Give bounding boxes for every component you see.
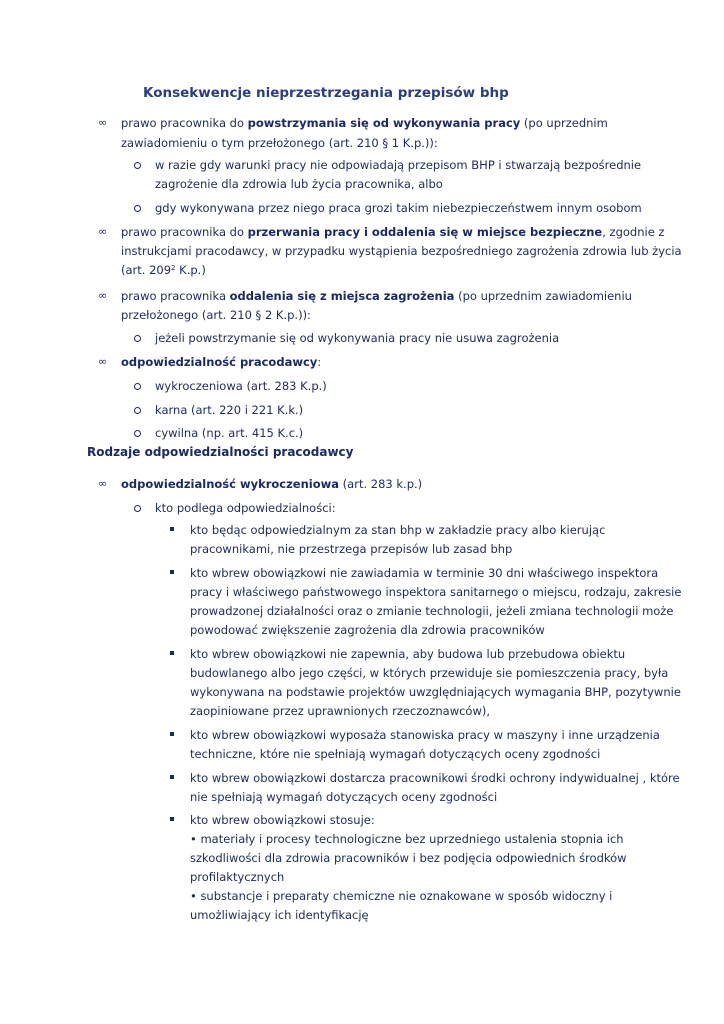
sub-item-text: zagrożenie dla zdrowia lub życia pracownika, albo <box>155 177 443 191</box>
circle-bullet-icon <box>134 430 141 437</box>
bullet-text: pracy i właściwego państwowego inspektora sanitarnego o miejscu, rodzaju, zakresie <box>190 585 682 599</box>
bullet-text: kto wbrew obowiązkowi wyposaża stanowiska pracy w maszyny i inne urządzenia <box>190 728 660 742</box>
square-bullet-icon <box>170 732 174 736</box>
sub-item-text: karna (art. 220 i 221 K.k.) <box>155 403 304 417</box>
circle-bullet-icon <box>134 205 141 212</box>
square-bullet-icon <box>170 651 174 655</box>
bullet-text: szkodliwości dla zdrowia pracowników i bez podjęcia odpowiednich środków <box>190 851 627 865</box>
list-item-text: prawo pracownika do powstrzymania się od wykonywania pracy (po uprzednim <box>121 116 608 130</box>
sub-item-text: cywilna (np. art. 415 K.c.) <box>155 426 304 440</box>
circle-bullet-icon <box>134 407 141 414</box>
bullet-text: umożliwiający ich identyfikację <box>190 908 369 922</box>
bullet-text: profilaktycznych <box>190 870 285 884</box>
list-item-text: odpowiedzialność wykroczeniowa (art. 283 k.p.) <box>121 477 423 491</box>
list-item-text: instrukcjami pracodawcy, w przypadku wystąpienia bezpośredniego zagrożenia zdrowia lub życia <box>121 244 682 258</box>
square-bullet-icon <box>170 527 174 531</box>
infinity-bullet-icon: ∞ <box>98 289 108 302</box>
bullet-text: • materiały i procesy technologiczne bez uprzedniego ustalenia stopnia ich <box>190 832 624 846</box>
list-item-text: prawo pracownika oddalenia się z miejsca zagrożenia (po uprzednim zawiadomieniu <box>121 289 632 303</box>
bullet-text: zaopiniowane przez uprawnionych rzeczoznawców), <box>190 704 491 718</box>
list-item-text: prawo pracownika do przerwania pracy i oddalenia się w miejsce bezpieczne, zgodnie z <box>121 225 665 239</box>
bullet-text: kto wbrew obowiązkowi nie zapewnia, aby budowa lub przebudowa obiektu <box>190 647 626 661</box>
infinity-bullet-icon: ∞ <box>98 116 108 129</box>
sub-item-text: jeżeli powstrzymanie się od wykonywania pracy nie usuwa zagrożenia <box>155 331 560 345</box>
bullet-text: kto wbrew obowiązkowi dostarcza pracownikowi środki ochrony indywidualnej , które <box>190 771 680 785</box>
sub-item-text: kto podlega odpowiedzialności: <box>155 501 336 515</box>
bullet-text: pracownikami, nie przestrzega przepisów lub zasad bhp <box>190 542 513 556</box>
bullet-text: techniczne, które nie spełniają wymagań dotyczących oceny zgodności <box>190 747 601 761</box>
section-heading: Rodzaje odpowiedzialności pracodawcy <box>87 445 354 459</box>
circle-bullet-icon <box>134 505 141 512</box>
bullet-text: powodować zwiększenie zagrożenia dla zdrowia pracowników <box>190 623 545 637</box>
list-item-text: (art. $209^2$ K.p.) <box>121 263 206 277</box>
list-item-text: zawiadomieniu o tym przełożonego (art. 210 § 1 K.p.)): <box>121 136 438 150</box>
bullet-text: kto wbrew obowiązkowi nie zawiadamia w terminie 30 dni właściwego inspektora <box>190 566 659 580</box>
circle-bullet-icon <box>134 335 141 342</box>
list-item-text: odpowiedzialność pracodawcy: <box>121 355 322 369</box>
square-bullet-icon <box>170 570 174 574</box>
document-title: Konsekwencje nieprzestrzegania przepisów bhp <box>143 85 509 101</box>
bullet-text: wykonywana na podstawie projektów uwzględniających wymagania BHP, pozytywnie <box>190 685 681 699</box>
bullet-text: prowadzonej działalności oraz o zmianie technologii, jeżeli zmiana technologii może <box>190 604 674 618</box>
bullet-text: budowlanego albo jego części, w których przewiduje sie pomieszczenia pracy, była <box>190 666 669 680</box>
sub-item-text: wykroczeniowa (art. 283 K.p.) <box>155 379 327 393</box>
square-bullet-icon <box>170 817 174 821</box>
bullet-text: • substancje i preparaty chemiczne nie oznakowane w sposób widoczny i <box>190 889 613 903</box>
square-bullet-icon <box>170 775 174 779</box>
circle-bullet-icon <box>134 383 141 390</box>
infinity-bullet-icon: ∞ <box>98 225 108 238</box>
bullet-text: nie spełniają wymagań dotyczących oceny zgodności <box>190 790 498 804</box>
list-item-text: przełożonego (art. 210 § 2 K.p.)): <box>121 308 311 322</box>
bullet-text: kto będąc odpowiedzialnym za stan bhp w zakładzie pracy albo kierując <box>190 523 606 537</box>
bullet-text: kto wbrew obowiązkowi stosuje: <box>190 813 375 827</box>
infinity-bullet-icon: ∞ <box>98 477 108 490</box>
sub-item-text: gdy wykonywana przez niego praca grozi takim niebezpieczeństwem innym osobom <box>155 201 642 215</box>
circle-bullet-icon <box>134 162 141 169</box>
infinity-bullet-icon: ∞ <box>98 355 108 368</box>
sub-item-text: w razie gdy warunki pracy nie odpowiadają przepisom BHP i stwarzają bezpośrednie <box>155 158 642 172</box>
